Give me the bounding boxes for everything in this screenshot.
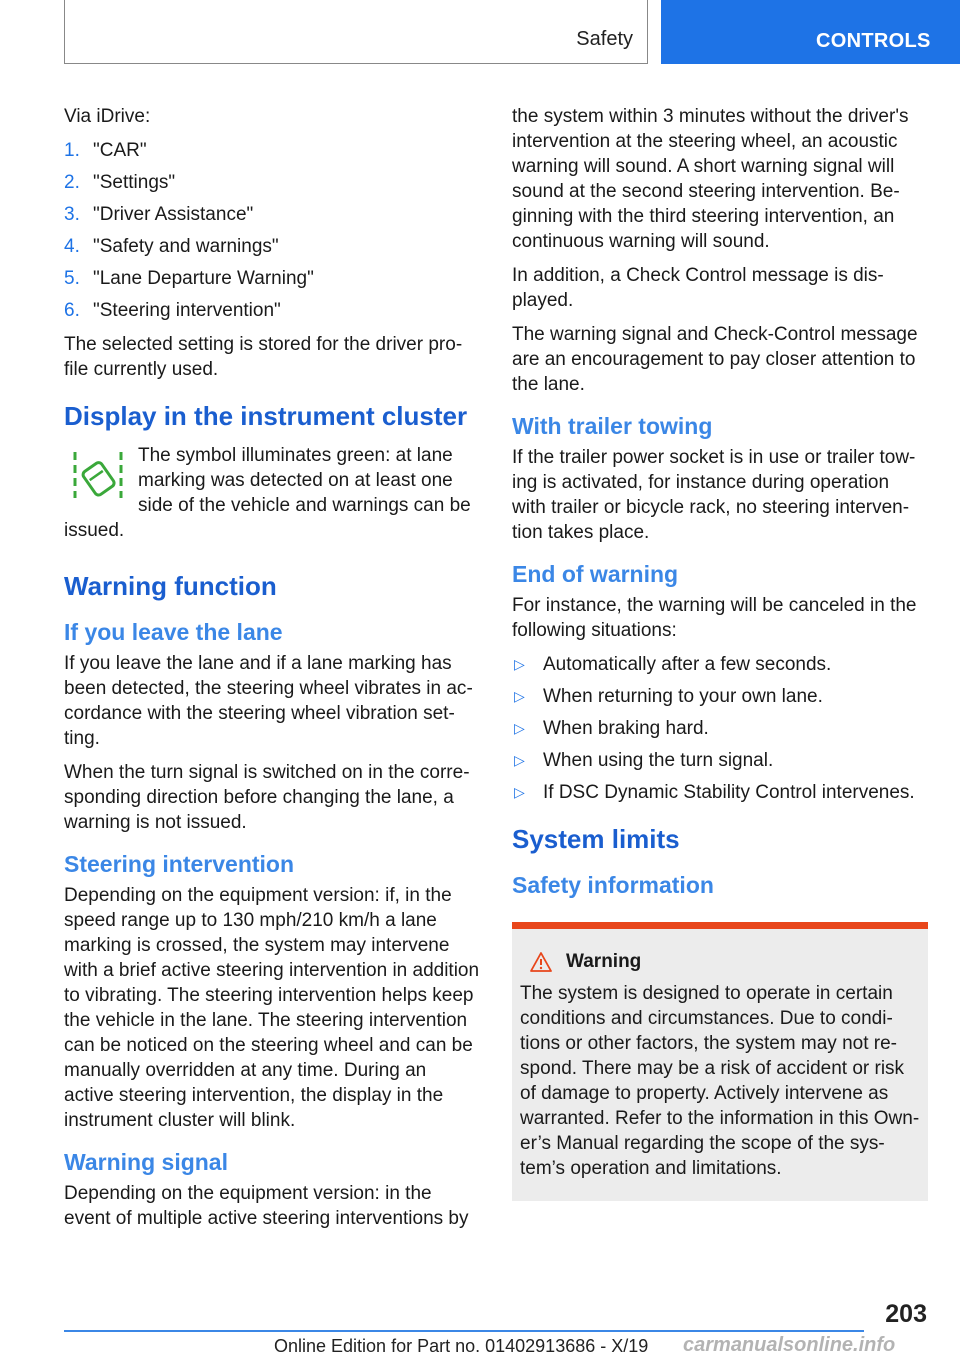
warning-title [530, 951, 920, 973]
list-item [512, 748, 928, 773]
bullet-triangle-icon: ▷ [514, 752, 525, 768]
list-item-text: When using the turn signal. [543, 750, 774, 771]
warning-title-text: Warning [566, 951, 642, 972]
footer-divider [64, 1330, 864, 1332]
list-item-text: When braking hard. [543, 718, 709, 739]
warning-triangle-icon [530, 952, 552, 972]
warning-signal-text: Depending on the equipment version: in the event of multiple active steering interventions by [64, 1183, 469, 1229]
step-number: 1. [64, 140, 80, 161]
list-item [512, 716, 928, 741]
end-of-warning-list [512, 652, 928, 805]
bullet-triangle-icon: ▷ [514, 720, 525, 736]
turn-signal-text: When the turn signal is switched on in the corresponding direction before changing the lane, a warning is not issued. [64, 762, 470, 833]
trailer-heading: With trailer towing [512, 413, 713, 439]
list-item-text: If DSC Dynamic Stability Control intervenes. [543, 782, 915, 803]
leave-lane-heading: If you leave the lane [64, 619, 283, 645]
leave-lane-text: If you leave the lane and if a lane marking has been detected, the steering wheel vibrates in accordance with the steering wheel vibration setting. [64, 653, 473, 749]
list-item [64, 202, 480, 227]
step-number: 5. [64, 268, 80, 289]
step-text: "Driver Assistance" [93, 204, 254, 225]
header-section-box [64, 0, 648, 64]
list-item [64, 266, 480, 291]
edition-note: Online Edition for Part no. 01402913686 - X/19 [274, 1336, 649, 1356]
list-item [512, 780, 928, 805]
chapter-tab[interactable]: CONTROLS [661, 0, 960, 64]
lane-departure-warning-icon [72, 446, 124, 504]
list-item-text: Automatically after a few seconds. [543, 654, 832, 675]
check-control-text: In addition, a Check Control message is displayed. [512, 265, 884, 311]
watermark: carmanualsonline.info [683, 1334, 896, 1356]
safety-information-heading: Safety information [512, 872, 714, 898]
page-number: 203 [885, 1300, 927, 1328]
list-item [64, 170, 480, 195]
warning-function-heading: Warning function [64, 571, 277, 601]
bullet-triangle-icon: ▷ [514, 688, 525, 704]
list-item [512, 684, 928, 709]
section-title: Safety [576, 28, 633, 50]
step-text: "Safety and warnings" [93, 236, 279, 257]
encouragement-text: The warning signal and Check-Control message are an encouragement to pay closer attention to the lane. [512, 324, 918, 395]
idrive-steps [64, 138, 480, 323]
display-heading: Display in the instrument cluster [64, 401, 468, 431]
list-item [512, 652, 928, 677]
display-text: The symbol illuminates green: at lane marking was detected on at least one side of the vehicle and warnings can be issued. [64, 445, 471, 541]
system-limits-heading: System limits [512, 824, 680, 854]
right-column [512, 104, 928, 1201]
step-number: 2. [64, 172, 80, 193]
step-text: "Steering intervention" [93, 300, 281, 321]
left-column [64, 104, 480, 1240]
bullet-triangle-icon: ▷ [514, 656, 525, 672]
list-item-text: When returning to your own lane. [543, 686, 823, 707]
end-of-warning-heading: End of warning [512, 561, 679, 587]
step-text: "CAR" [93, 140, 147, 161]
warning-text: The system is designed to operate in certain conditions and circumstances. Due to conditions or other factors, the system may not respond. There may be a risk of accident or risk of damage to property. Actively intervene as warranted. Refer to the information in this Owner’s Manual regarding the scope of the system’s operation and limitations. [520, 983, 920, 1179]
list-item [64, 234, 480, 259]
list-item [64, 298, 480, 323]
stored-note: The selected setting is stored for the driver profile currently used. [64, 334, 463, 380]
warning-box [512, 922, 928, 1201]
steering-intervention-text: Depending on the equipment version: if, in the speed range up to 130 mph/210 km/h a lane marking is crossed, the system may intervene with a brief active steering intervention in addition to vibrating. The steering intervention helps keep the vehicle in the lane. The steering intervention can be noticed on the steering wheel and can be manually overridden at any time. During an active steering intervention, the display in the instrument cluster will blink. [64, 885, 480, 1131]
continued-text: the system within 3 minutes without the driver's intervention at the steering wheel, an acoustic warning will sound. A short warning signal will sound at the second steering intervention. Beginning with the third steering intervention, an continuous warning will sound. [512, 106, 909, 252]
step-text: "Settings" [93, 172, 176, 193]
list-item [64, 138, 480, 163]
steering-intervention-heading: Steering intervention [64, 851, 295, 877]
step-number: 4. [64, 236, 80, 257]
step-number: 3. [64, 204, 80, 225]
via-idrive-label: Via iDrive: [64, 106, 151, 127]
bullet-triangle-icon: ▷ [514, 784, 525, 800]
end-of-warning-text: For instance, the warning will be canceled in the following situations: [512, 595, 917, 641]
step-number: 6. [64, 300, 80, 321]
display-paragraph [64, 443, 480, 552]
trailer-text: If the trailer power socket is in use or trailer towing is activated, for instance during operation with trailer or bicycle rack, no steering intervention takes place. [512, 447, 916, 543]
step-text: "Lane Departure Warning" [93, 268, 314, 289]
warning-signal-heading: Warning signal [64, 1149, 228, 1175]
